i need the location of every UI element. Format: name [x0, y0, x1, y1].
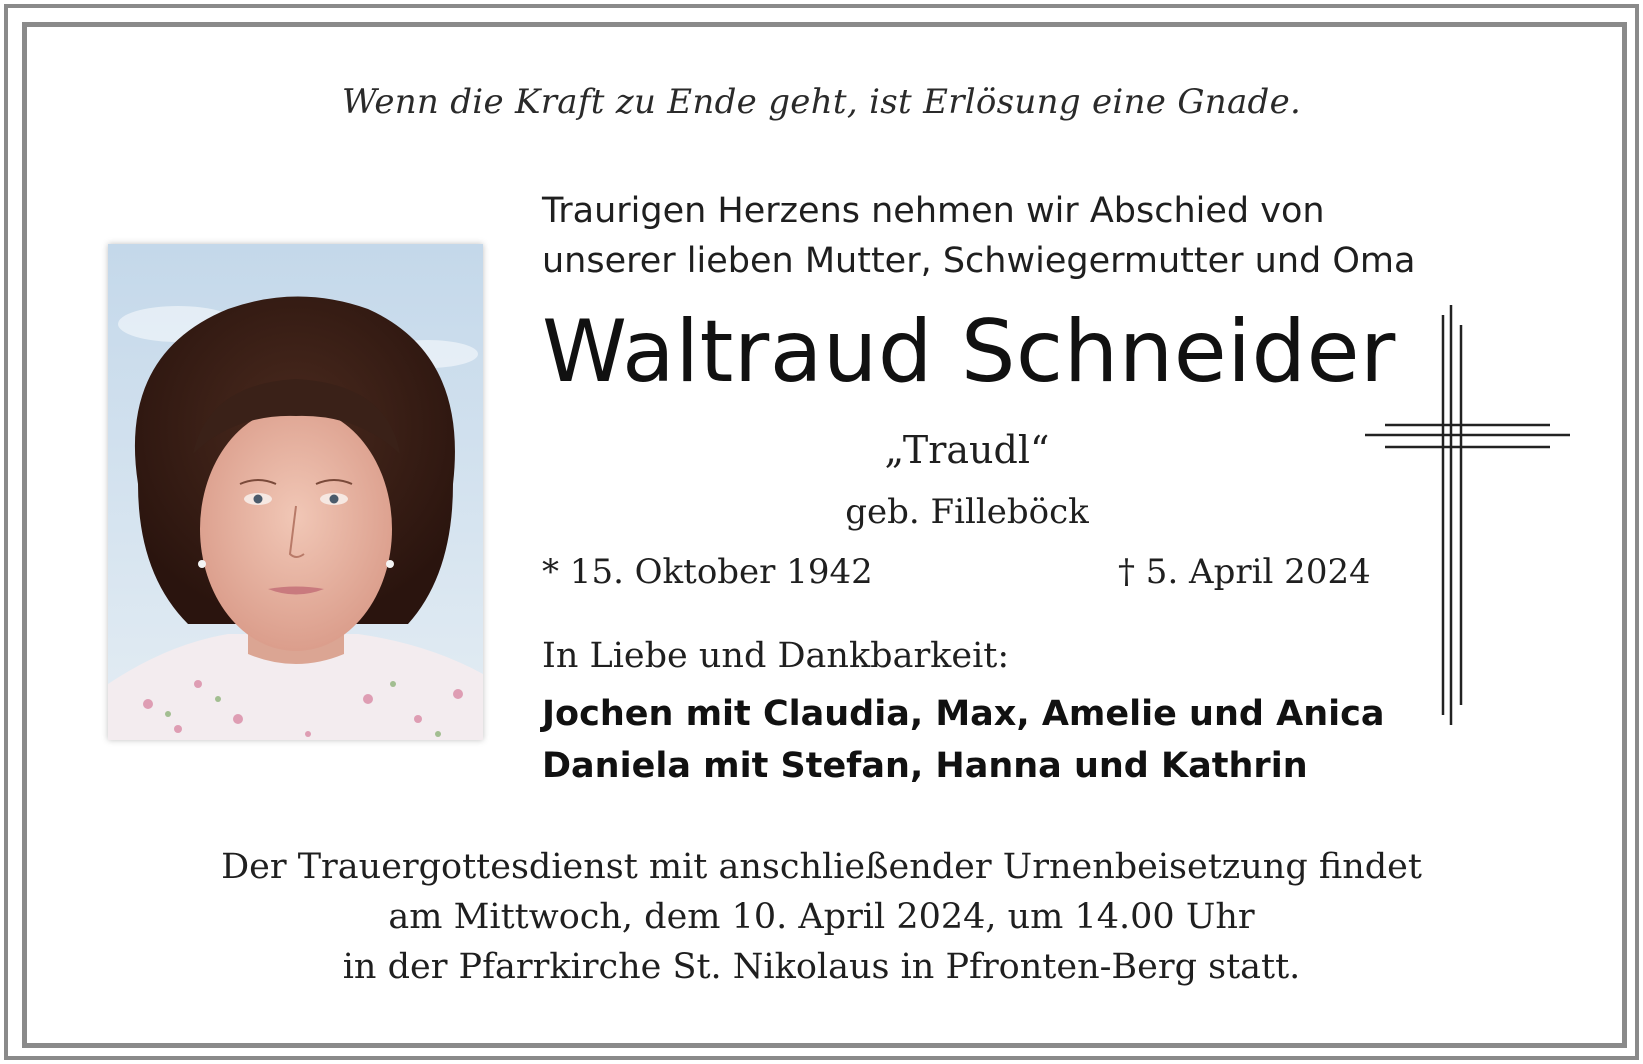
death-date: † 5. April 2024: [1118, 552, 1371, 592]
motto-quote: Wenn die Kraft zu Ende geht, ist Erlösung eine Gnade.: [341, 82, 1302, 122]
mourners-family-2: Daniela mit Stefan, Hanna und Kathrin: [542, 746, 1308, 786]
intro-line-1: Traurigen Herzens nehmen wir Abschied von: [542, 191, 1325, 231]
deceased-nickname: „Traudl“: [884, 428, 1050, 472]
mourners-heading: In Liebe und Dankbarkeit:: [542, 636, 1010, 676]
birth-date: * 15. Oktober 1942: [542, 552, 873, 592]
intro-line-2: unserer lieben Mutter, Schwiegermutter und Oma: [542, 241, 1416, 281]
mourners-family-1: Jochen mit Claudia, Max, Amelie und Anica: [542, 694, 1385, 734]
portrait-photo: [108, 244, 483, 740]
service-line-3: in der Pfarrkirche St. Nikolaus in Pfronten-Berg statt.: [342, 947, 1301, 987]
deceased-name: Waltraud Schneider: [542, 302, 1396, 402]
service-announcement: [0, 842, 1643, 992]
service-line-1: Der Trauergottesdienst mit anschließender Urnenbeisetzung findet: [221, 847, 1422, 887]
maiden-name: geb. Filleböck: [845, 492, 1089, 532]
intro-text: [542, 186, 1415, 286]
mourners-list: [542, 688, 1384, 792]
service-line-2: am Mittwoch, dem 10. April 2024, um 14.00 Uhr: [388, 897, 1255, 937]
cross-icon: [1365, 305, 1570, 725]
